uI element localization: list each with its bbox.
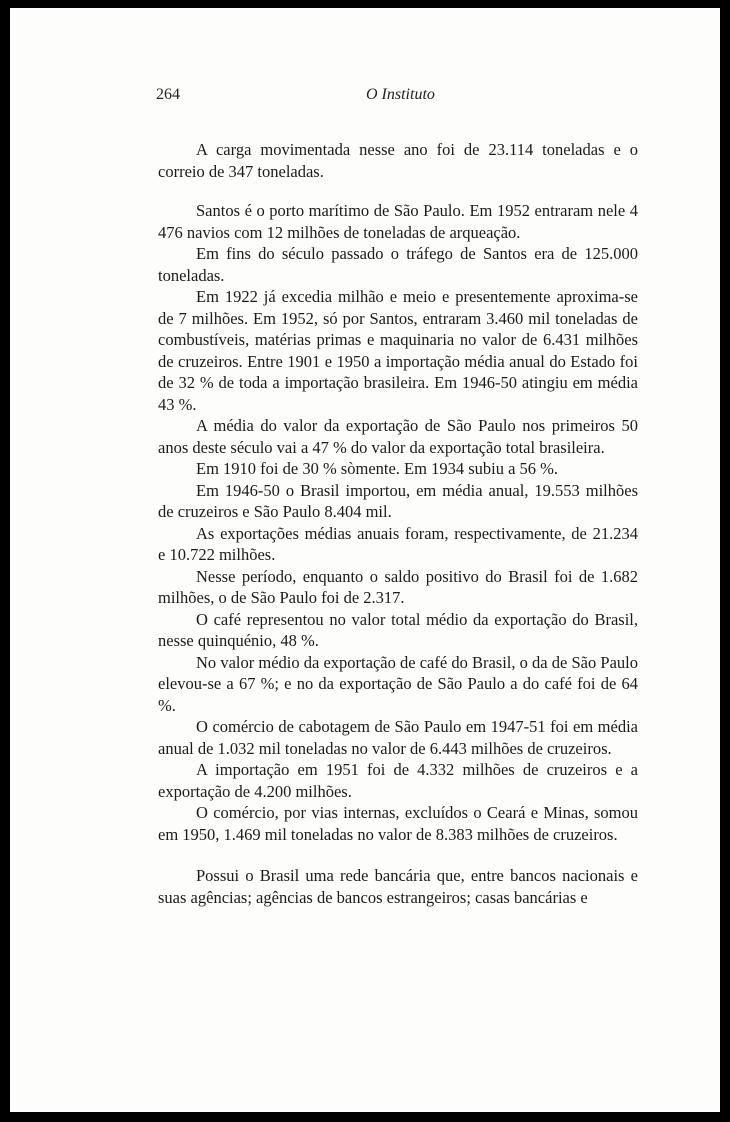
paragraph: Em 1922 já excedia milhão e meio e presentemente aproxima-se de 7 milhões. Em 1952, só por Santos, entraram 3.460 mil toneladas de combustíveis, matérias primas e maquinaria no valor de 6.431 milhões de cruzeiros. Entre 1901 e 1950 a importação média anual do Estado foi de 32 % de toda a importação brasileira. Em 1946-50 atingiu em média 43 %. — [158, 287, 638, 414]
page-number: 264 — [156, 86, 180, 103]
paragraph: Em 1910 foi de 30 % sòmente. Em 1934 subiu a 56 %. — [196, 459, 559, 478]
page-header — [156, 86, 636, 110]
running-title: O Instituto — [366, 86, 435, 103]
paragraph: Nesse período, enquanto o saldo positivo do Brasil foi de 1.682 milhões, o de São Paulo foi de 2.317. — [158, 566, 638, 607]
paragraph: Em 1946-50 o Brasil importou, em média anual, 19.553 milhões de cruzeiros e São Paulo 8.404 mil. — [158, 480, 638, 521]
paragraph: As exportações médias anuais foram, respectivamente, de 21.234 e 10.722 milhões. — [158, 523, 638, 564]
paragraph: O café representou no valor total médio da exportação do Brasil, nesse quinquénio, 48 %. — [158, 609, 638, 650]
paragraph: O comércio de cabotagem de São Paulo em 1947-51 foi em média anual de 1.032 mil toneladas no valor de 6.443 milhões de cruzeiros. — [158, 717, 638, 758]
paragraph: A média do valor da exportação de São Paulo nos primeiros 50 anos deste século vai a 47 % do valor da exportação total brasileira. — [158, 416, 638, 457]
paragraph: A importação em 1951 foi de 4.332 milhões de cruzeiros e a exportação de 4.200 milhões. — [158, 760, 638, 801]
paragraph: Possui o Brasil uma rede bancária que, entre bancos nacionais e suas agências; agências de bancos estrangeiros; casas bancárias e — [158, 866, 638, 907]
body-text — [158, 139, 638, 908]
paragraph: O comércio, por vias internas, excluídos o Ceará e Minas, somou em 1950, 1.469 mil toneladas no valor de 8.383 milhões de cruzeiros. — [158, 803, 638, 844]
page — [10, 8, 720, 1112]
paragraph: A carga movimentada nesse ano foi de 23.114 toneladas e o correio de 347 toneladas. — [158, 140, 638, 181]
paragraph: No valor médio da exportação de café do Brasil, o da de São Paulo elevou-se a 67 %; e no da exportação de São Paulo a do café foi de 64 %. — [158, 652, 638, 715]
paragraph: Santos é o porto marítimo de São Paulo. Em 1952 entraram nele 4 476 navios com 12 milhões de toneladas de arqueação. — [158, 201, 638, 242]
paragraph: Em fins do século passado o tráfego de Santos era de 125.000 toneladas. — [158, 244, 638, 285]
